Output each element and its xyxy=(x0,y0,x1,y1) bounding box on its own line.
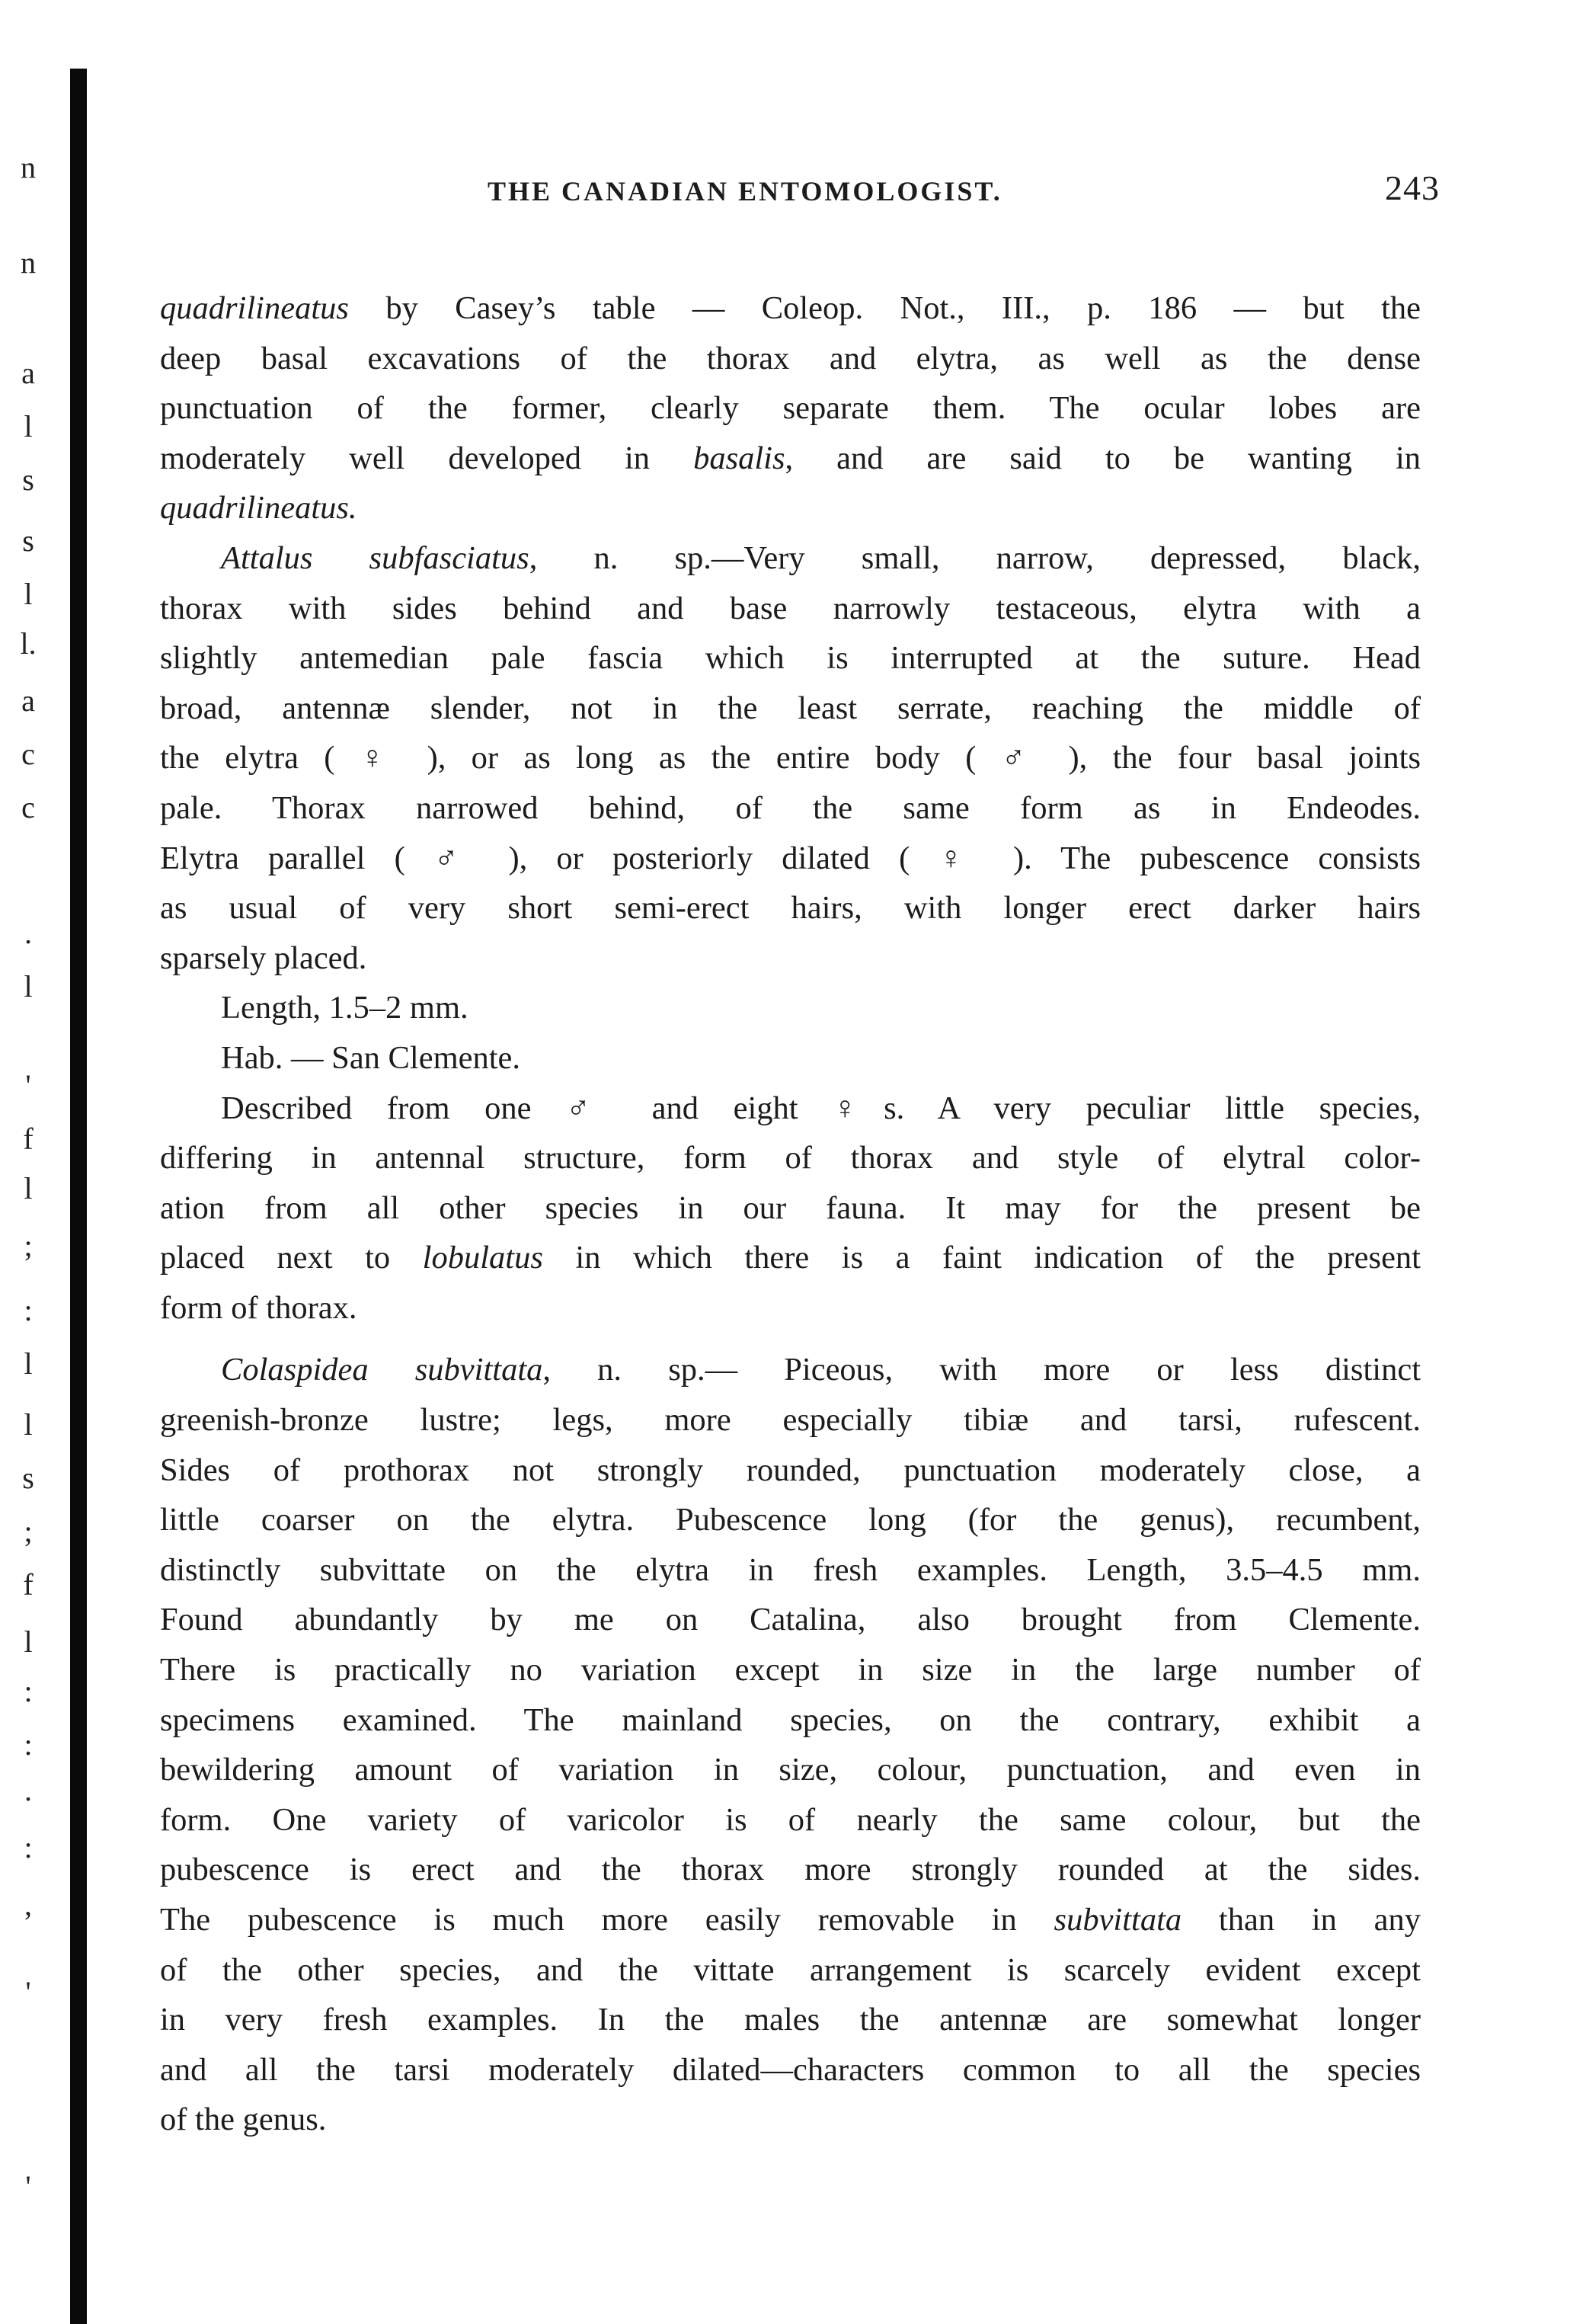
text-line: differing in antennal structure, form of thorax and style of elytral color- xyxy=(160,1140,1421,1176)
gutter-fragment: : xyxy=(24,1293,33,1327)
gutter-fragment: s xyxy=(22,1461,34,1495)
text-line: deep basal excavations of the thorax and elytra, as well as the dense xyxy=(160,340,1421,376)
length-measurement: Length, 1.5–2 mm. xyxy=(221,990,468,1026)
gutter-fragment: l xyxy=(24,577,33,611)
habitat: Hab. — San Clemente. xyxy=(221,1039,521,1076)
text-line: pubescence is erect and the thorax more strongly rounded at the sides. xyxy=(160,1852,1421,1888)
text-line: quadrilineatus by Casey’s table — Coleop. Not., III., p. 186 — but the xyxy=(160,290,1421,326)
species-name: quadrilineatus. xyxy=(160,490,357,527)
text-line: and all the tarsi moderately dilated—characters common to all the species xyxy=(160,2051,1421,2088)
text-line: bewildering amount of variation in size, colour, punctuation, and even in xyxy=(160,1752,1421,1788)
species-description-attalus xyxy=(160,533,1421,983)
gutter-fragment: l xyxy=(24,1346,33,1381)
gutter-fragment: ; xyxy=(24,1514,33,1548)
gutter-fragment: , xyxy=(24,1887,32,1922)
gutter-fragment: f xyxy=(23,1122,34,1156)
species-name: basalis xyxy=(693,440,785,476)
text-line: pale. Thorax narrowed behind, of the same form as in Endeodes. xyxy=(160,789,1421,826)
journal-title: THE CANADIAN ENTOMOLOGIST. xyxy=(488,176,1002,206)
text-line: little coarser on the elytra. Pubescence long (for the genus), recumbent, xyxy=(160,1502,1421,1538)
text-line: distinctly subvittate on the elytra in fresh examples. Length, 3.5–4.5 mm. xyxy=(160,1551,1421,1588)
text-line: moderately well developed in basalis, and are said to be wanting in xyxy=(160,440,1421,476)
species-name: Colaspidea subvittata xyxy=(221,1352,543,1388)
text-line: punctuation of the former, clearly separate them. The ocular lobes are xyxy=(160,390,1421,427)
gutter-fragment: s xyxy=(22,463,34,497)
gutter-fragment: l xyxy=(24,1407,33,1442)
gutter-fragment: : xyxy=(24,1830,33,1865)
gutter-fragment: l xyxy=(24,1625,33,1659)
text-line: ation from all other species in our fauna. It may for the present be xyxy=(160,1189,1421,1226)
text-line: Sides of prothorax not strongly rounded, punctuation moderately close, a xyxy=(160,1452,1421,1488)
text-line: Elytra parallel ( ♂ ), or posteriorly dilated ( ♀ ). The pubescence consists xyxy=(160,840,1421,876)
binding-margin-shadow xyxy=(70,69,87,2324)
gutter-fragment: ' xyxy=(25,2169,31,2204)
gutter-fragment: ' xyxy=(25,1975,31,2009)
text-line: thorax with sides behind and base narrowly testaceous, elytra with a xyxy=(160,590,1421,626)
text-line: in very fresh examples. In the males the antennæ are somewhat longer xyxy=(160,2002,1421,2038)
gutter-fragment: c xyxy=(21,790,35,824)
text-line: form of thorax. xyxy=(160,1289,357,1326)
gutter-fragment: ; xyxy=(24,1228,33,1263)
gutter-fragment: ' xyxy=(25,1068,31,1103)
gutter-fragment: : xyxy=(24,1727,33,1762)
gutter-text-fragments xyxy=(0,0,61,2324)
text-line: specimens examined. The mainland species, on the contrary, exhibit a xyxy=(160,1701,1421,1738)
gutter-fragment: s xyxy=(22,523,34,558)
text-line: of the genus. xyxy=(160,2102,327,2138)
gutter-fragment: l. xyxy=(20,626,37,661)
text-line: Colaspidea subvittata, n. sp.— Piceous, with more or less distinct xyxy=(221,1352,1421,1388)
species-description-colaspidea xyxy=(160,1345,1421,2145)
text-line: the elytra ( ♀ ), or as long as the entire body ( ♂ ), the four basal joints xyxy=(160,740,1421,776)
text-line: placed next to lobulatus in which there is a faint indication of the present xyxy=(160,1240,1421,1276)
text-line: broad, antennæ slender, not in the least serrate, reaching the middle of xyxy=(160,690,1421,726)
species-name: quadrilineatus xyxy=(160,290,349,326)
gutter-fragment: f xyxy=(23,1567,34,1602)
gutter-fragment: a xyxy=(21,356,35,390)
text-line: as usual of very short semi-erect hairs, with longer erect darker hairs xyxy=(160,890,1421,927)
gutter-fragment: n xyxy=(21,150,36,184)
text-line: Attalus subfasciatus, n. sp.—Very small, narrow, depressed, black, xyxy=(221,539,1421,576)
text-line: Described from one ♂ and eight ♀s. A very peculiar little species, xyxy=(221,1090,1421,1126)
species-remarks xyxy=(160,1084,1421,1333)
text-line: of the other species, and the vittate arrangement is scarcely evident except xyxy=(160,1951,1421,1988)
species-name: subvittata xyxy=(1054,1902,1182,1938)
text-line: There is practically no variation except in size in the large number of xyxy=(160,1652,1421,1689)
text-line: slightly antemedian pale fascia which is interrupted at the suture. Head xyxy=(160,640,1421,677)
gutter-fragment: c xyxy=(21,737,35,771)
text-line: greenish-bronze lustre; legs, more especially tibiæ and tarsi, rufescent. xyxy=(160,1402,1421,1439)
gutter-fragment: . xyxy=(24,916,32,950)
gutter-fragment: a xyxy=(21,683,35,718)
paragraph-continuation xyxy=(160,283,1421,533)
species-name: Attalus subfasciatus xyxy=(221,539,529,576)
gutter-fragment: n xyxy=(21,245,36,280)
text-line: sparsely placed. xyxy=(160,940,367,976)
gutter-fragment: l xyxy=(24,1171,33,1205)
running-head xyxy=(427,168,1440,213)
text-line: The pubescence is much more easily removable in subvittata than in any xyxy=(160,1902,1421,1938)
gutter-fragment: . xyxy=(24,1773,32,1807)
page-number: 243 xyxy=(1385,168,1440,207)
gutter-fragment: : xyxy=(24,1674,33,1708)
text-line xyxy=(160,483,1421,533)
species-name: lobulatus xyxy=(422,1240,543,1276)
text-line: form. One variety of varicolor is of nearly the same colour, but the xyxy=(160,1801,1421,1838)
body-text xyxy=(160,283,1421,2145)
gutter-fragment: l xyxy=(24,969,33,1004)
gutter-fragment: l xyxy=(24,409,33,443)
text-line: Found abundantly by me on Catalina, also brought from Clemente. xyxy=(160,1602,1421,1638)
